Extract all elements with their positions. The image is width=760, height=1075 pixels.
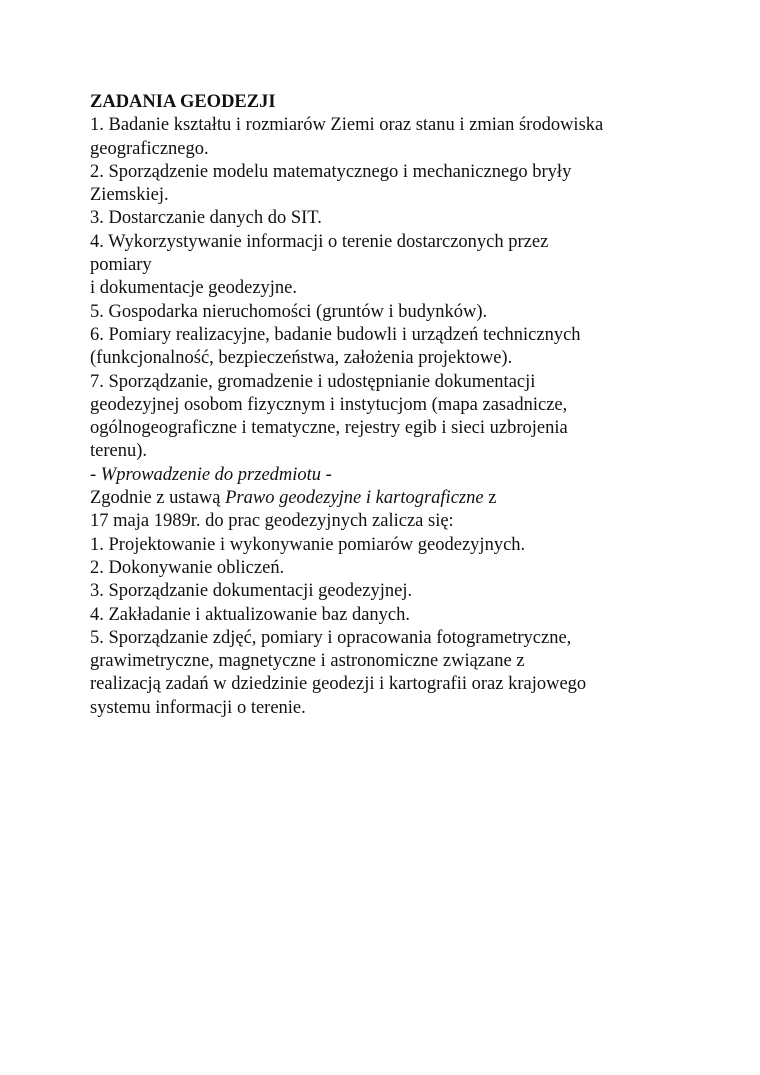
tasks-line: 7. Sporządzanie, gromadzenie i udostępnianie dokumentacji <box>90 371 536 392</box>
works-list <box>90 534 690 720</box>
tasks-line: 4. Wykorzystywanie informacji o terenie dostarczonych przez <box>90 231 549 252</box>
works-line: 5. Sporządzanie zdjęć, pomiary i opracowania fotogrametryczne, <box>90 627 572 648</box>
law-prefix: Zgodnie z ustawą <box>90 488 226 509</box>
tasks-line: geodezyjnej osobom fizycznym i instytucjom (mapa zasadnicze, <box>90 394 568 415</box>
tasks-line: Ziemskiej. <box>90 185 169 206</box>
tasks-line: ogólnogeograficzne i tematyczne, rejestry egib i sieci uzbrojenia <box>90 418 568 439</box>
works-line: realizacją zadań w dziedzinie geodezji i kartografii oraz krajowego <box>90 674 587 695</box>
tasks-line: terenu). <box>90 441 148 462</box>
document-page <box>90 91 690 720</box>
works-line: systemu informacji o terenie. <box>90 697 306 718</box>
law-line-1 <box>90 487 690 510</box>
tasks-line: 3. Dostarczanie danych do SIT. <box>90 208 322 229</box>
tasks-line: 6. Pomiary realizacyjne, badanie budowli i urządzeń technicznych <box>90 324 581 345</box>
tasks-line: pomiary <box>90 255 152 276</box>
law-name: Prawo geodezyjne i kartograficzne <box>225 488 484 509</box>
document-title: ZADANIA GEODEZJI <box>90 92 276 112</box>
tasks-line: (funkcjonalność, bezpieczeństwa, założenia projektowe). <box>90 348 513 369</box>
works-line: 2. Dokonywanie obliczeń. <box>90 557 285 578</box>
works-line: grawimetryczne, magnetyczne i astronomiczne związane z <box>90 651 525 672</box>
tasks-line: 1. Badanie kształtu i rozmiarów Ziemi oraz stanu i zmian środowiska <box>90 115 604 136</box>
tasks-line: i dokumentacje geodezyjne. <box>90 278 298 299</box>
tasks-line: geograficznego. <box>90 138 209 159</box>
tasks-list <box>90 114 690 463</box>
works-line: 1. Projektowanie i wykonywanie pomiarów geodezyjnych. <box>90 534 526 555</box>
law-line-2: 17 maja 1989r. do prac geodezyjnych zalicza się: <box>90 511 454 532</box>
tasks-line: 5. Gospodarka nieruchomości (gruntów i budynków). <box>90 301 488 322</box>
tasks-line: 2. Sporządzenie modelu matematycznego i mechanicznego bryły <box>90 161 572 182</box>
works-line: 3. Sporządzanie dokumentacji geodezyjnej. <box>90 581 413 602</box>
intro-heading: - Wprowadzenie do przedmiotu - <box>90 464 332 485</box>
works-line: 4. Zakładanie i aktualizowanie baz danych. <box>90 604 411 625</box>
law-suffix: z <box>483 488 497 509</box>
